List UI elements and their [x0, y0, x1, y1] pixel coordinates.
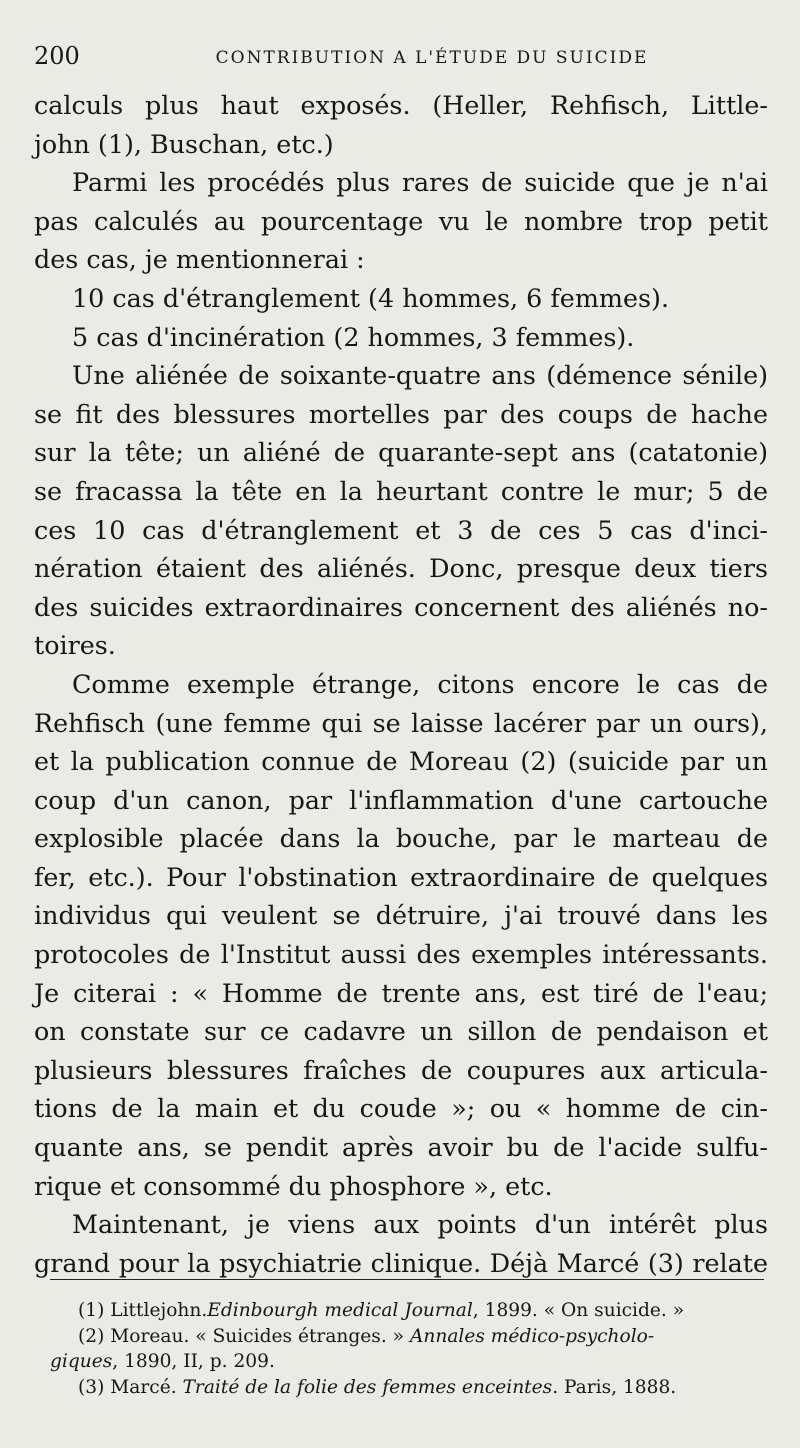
footnote-journal-cont: giques	[50, 1351, 113, 1372]
footnote-title: « Suicides étranges. »	[189, 1325, 410, 1347]
footnote-details: , 1899. « On suicide. »	[472, 1300, 685, 1321]
footnote-2	[50, 1324, 764, 1350]
text-line: Comme exemple étrange, citons encore le cas de	[72, 668, 768, 699]
text-line: sur la tête; un aliéné de quarante-sept ans (catatonie)	[34, 437, 768, 468]
footnote-details: , 1890, II, p. 209.	[112, 1351, 275, 1372]
text-line: john (1), Buschan, etc.)	[34, 128, 334, 159]
text-line: on constate sur ce cadavre un sillon de pendaison et	[34, 1016, 768, 1047]
footnote-journal: Edinbourgh medical Journal	[207, 1300, 473, 1321]
body-text	[34, 86, 768, 1282]
text-line: Rehfisch (une femme qui se laisse lacérer par un ours),	[34, 707, 768, 738]
footnote-1	[50, 1298, 764, 1324]
text-line: et la publication connue de Moreau (2) (suicide par un	[34, 746, 768, 777]
text-line: Je citerai : « Homme de trente ans, est tiré de l'eau;	[34, 977, 768, 1008]
text-line: coup d'un canon, par l'inflammation d'une cartouche	[34, 784, 768, 815]
text-line: Parmi les procédés plus rares de suicide que je n'ai	[72, 167, 768, 198]
footnotes	[50, 1298, 764, 1400]
text-line: pas calculés au pourcentage vu le nombre trop petit	[34, 205, 768, 236]
text-line: quante ans, se pendit après avoir bu de l'acide sulfu-	[34, 1132, 768, 1163]
text-line: tions de la main et du coude »; ou « homme de cin-	[34, 1093, 768, 1124]
text-line: des suicides extraordinaires concernent des aliénés no-	[34, 591, 768, 622]
text-line: 5 cas d'incinération (2 hommes, 3 femmes).	[72, 321, 635, 352]
footnote-author: Marcé.	[110, 1376, 177, 1398]
footnote-mark: (2)	[78, 1325, 105, 1347]
text-line: fer, etc.). Pour l'obstination extraordinaire de quelques	[34, 861, 768, 892]
text-line: individus qui veulent se détruire, j'ai trouvé dans les	[34, 900, 768, 931]
footnote-2-cont	[50, 1349, 764, 1375]
text-line: grand pour la psychiatrie clinique. Déjà Marcé (3) relate	[34, 1247, 768, 1278]
text-line: Une aliénée de soixante-quatre ans (démence sénile)	[72, 360, 768, 391]
footnote-title: Traité de la folie des femmes enceintes	[182, 1376, 553, 1398]
text-line: nération étaient des aliénés. Donc, presque deux tiers	[34, 553, 768, 584]
page-header	[34, 42, 760, 78]
text-line: protocoles de l'Institut aussi des exemples intéressants.	[34, 939, 768, 970]
text-line: se fracassa la tête en la heurtant contre le mur; 5 de	[34, 475, 768, 506]
running-title: CONTRIBUTION A L'ÉTUDE DU SUICIDE	[215, 48, 649, 68]
text-line: Maintenant, je viens aux points d'un intérêt plus	[72, 1209, 768, 1240]
page-number: 200	[34, 42, 80, 70]
text-line: calculs plus haut exposés. (Heller, Rehfisch, Little-	[34, 90, 768, 120]
footnote-mark: (3)	[78, 1376, 105, 1398]
text-line: se fit des blessures mortelles par des coups de hache	[34, 398, 768, 429]
text-line: rique et consommé du phosphore », etc.	[34, 1170, 553, 1201]
footnote-author: Moreau.	[110, 1325, 190, 1347]
footnote-3	[50, 1375, 764, 1401]
footnote-journal: Annales médico-psycholo-	[409, 1325, 655, 1347]
text-line: toires.	[34, 630, 116, 661]
text-line: 10 cas d'étranglement (4 hommes, 6 femmes).	[72, 282, 670, 313]
text-line: ces 10 cas d'étranglement et 3 de ces 5 cas d'inci-	[34, 514, 768, 545]
footnote-rule	[50, 1279, 764, 1280]
footnote-author: Littlejohn.	[110, 1300, 208, 1321]
footnote-details: . Paris, 1888.	[552, 1376, 677, 1398]
text-line: plusieurs blessures fraîches de coupures aux articula-	[34, 1054, 768, 1085]
text-line: des cas, je mentionnerai :	[34, 244, 365, 275]
text-line: explosible placée dans la bouche, par le marteau de	[34, 823, 768, 854]
footnote-mark: (1)	[78, 1300, 105, 1321]
